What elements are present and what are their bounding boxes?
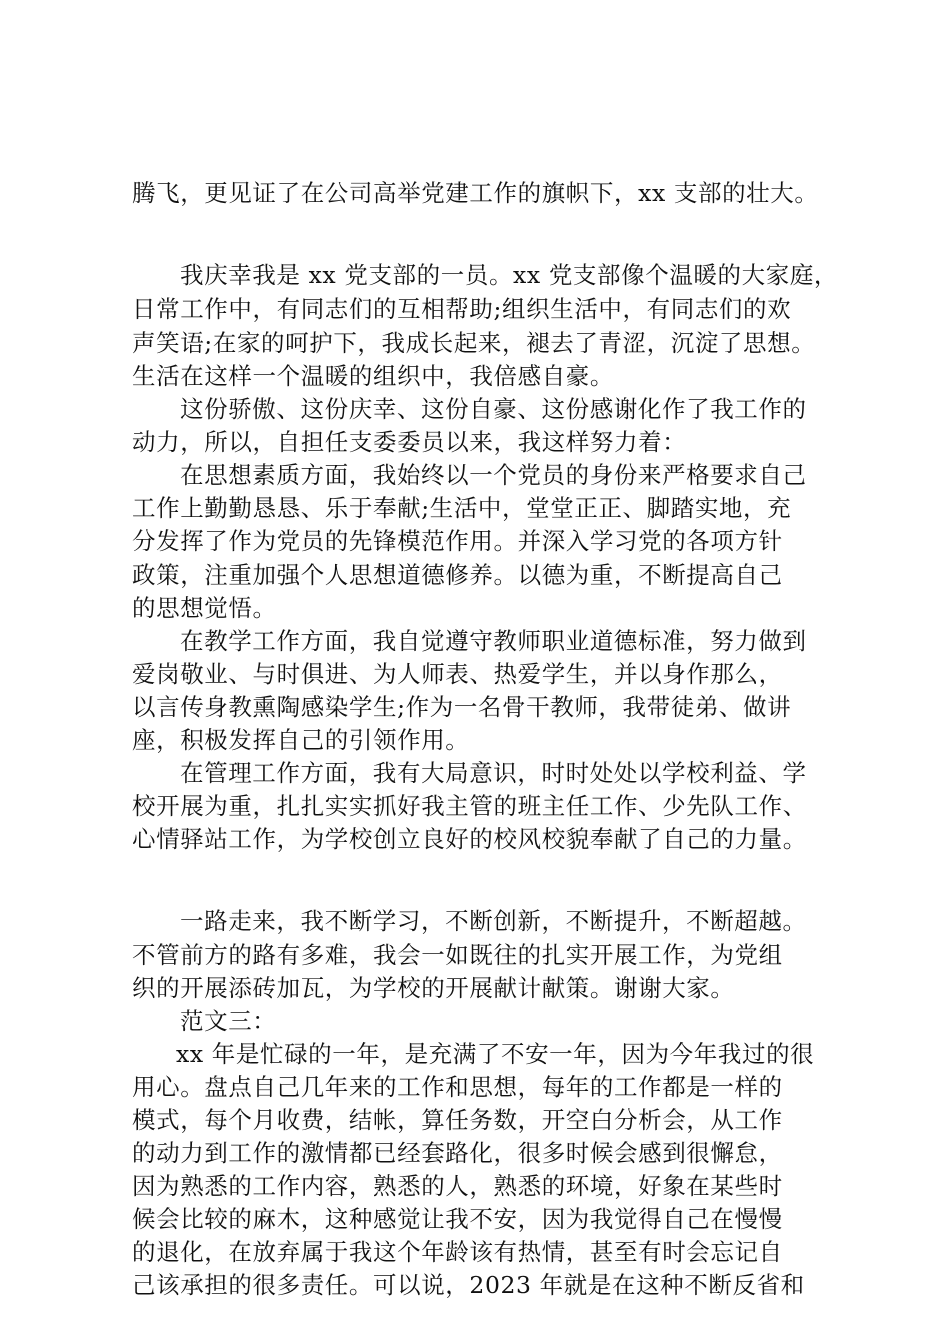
text-line: 政策，注重加强个人思想道德修养。以德为重，不断提高自己 [132,561,783,589]
text-line: 的退化，在放弃属于我这个年龄该有热情，甚至有时会忘记自 [132,1238,783,1266]
text-line: 动力，所以，自担任支委委员以来，我这样努力着： [132,428,687,456]
text-line: 候会比较的麻木，这种感觉让我不安，因为我觉得自己在慢慢 [132,1205,783,1233]
text-line: 声笑语;在家的呵护下，我成长起来，褪去了青涩，沉淀了思想。 [132,329,816,357]
section-heading: 范文三： [180,1007,277,1035]
text-line: 工作上勤勤恳恳、乐于奉献;生活中，堂堂正正、脚踏实地，充 [132,494,792,522]
text-line: 生活在这样一个温暖的组织中，我倍感自豪。 [132,362,614,390]
text-line: 织的开展添砖加瓦，为学校的开展献计献策。谢谢大家。 [132,974,735,1002]
text-line: 一路走来，我不断学习，不断创新，不断提升，不断超越。 [180,907,807,935]
text-line: 日常工作中，有同志们的互相帮助;组织生活中，有同志们的欢 [132,295,792,323]
text-line: 在教学工作方面，我自觉遵守教师职业道德标准，努力做到 [180,627,807,655]
text-line: xx 年是忙碌的一年，是充满了不安一年，因为今年我过的很 [176,1040,815,1068]
text-line: 模式，每个月收费，结帐，算任务数，开空白分析会，从工作 [132,1106,783,1134]
text-line: 在思想素质方面，我始终以一个党员的身份来严格要求自己 [180,461,807,489]
text-line: 分发挥了作为党员的先锋模范作用。并深入学习党的各项方针 [132,527,783,555]
text-line: 用心。盘点自己几年来的工作和思想，每年的工作都是一样的 [132,1073,783,1101]
text-line: 在管理工作方面，我有大局意识，时时处处以学校利益、学 [180,759,807,787]
text-line: 的思想觉悟。 [132,594,277,622]
text-line: 因为熟悉的工作内容，熟悉的人，熟悉的环境，好象在某些时 [132,1172,783,1200]
text-line: 己该承担的很多责任。可以说，2023 年就是在这种不断反省和 [132,1271,805,1299]
text-line: 腾飞，更见证了在公司高举党建工作的旗帜下，xx 支部的壮大。 [132,179,819,207]
text-line: 心情驿站工作，为学校创立良好的校风校貌奉献了自己的力量。 [132,825,807,853]
text-line: 这份骄傲、这份庆幸、这份自豪、这份感谢化作了我工作的 [180,395,807,423]
text-line: 校开展为重，扎扎实实抓好我主管的班主任工作、少先队工作、 [132,792,807,820]
text-line: 以言传身教熏陶感染学生;作为一名骨干教师，我带徒弟、做讲 [132,693,792,721]
text-line: 爱岗敬业、与时俱进、为人师表、热爱学生，并以身作那么， [132,660,783,688]
text-line: 的动力到工作的激情都已经套路化，很多时候会感到很懈怠， [132,1139,783,1167]
text-line: 座，积极发挥自己的引领作用。 [132,726,470,754]
text-line: 不管前方的路有多难，我会一如既往的扎实开展工作，为党组 [132,941,783,969]
text-line: 我庆幸我是 xx 党支部的一员。xx 党支部像个温暖的大家庭， [180,261,839,289]
